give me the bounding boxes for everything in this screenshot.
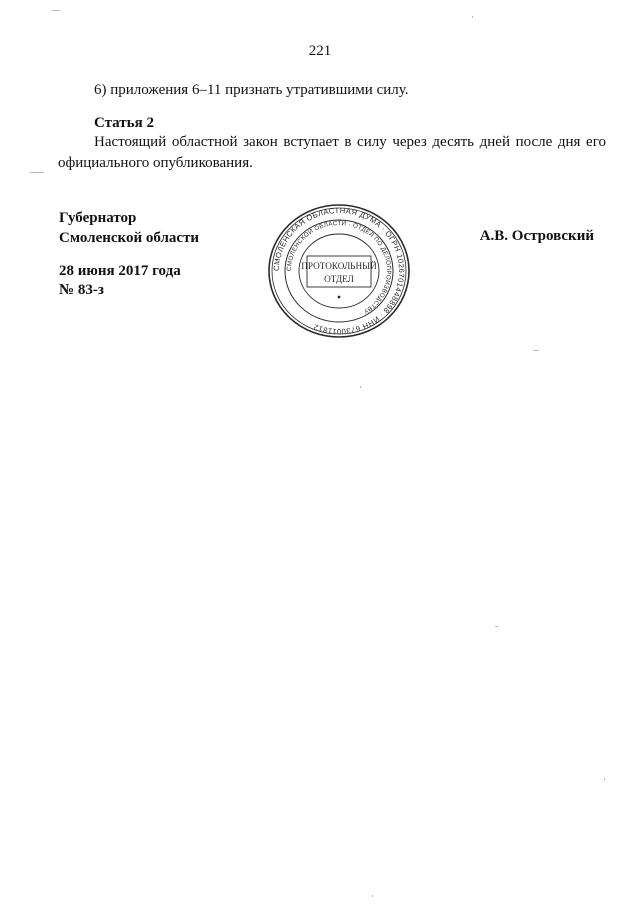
law-date-number <box>59 262 181 300</box>
article-body: Настоящий областной закон вступает в силу через десять дней после дня его официального опубликования. <box>58 134 606 171</box>
official-seal-stamp <box>265 203 413 339</box>
list-item-6: 6) приложения 6–11 признать утратившими силу. <box>94 82 409 98</box>
signatory-name: А.В. Островский <box>479 228 594 244</box>
scan-artifact <box>52 10 60 11</box>
scan-artifact <box>360 386 361 388</box>
scan-artifact <box>604 778 605 780</box>
seal-center-line2: ОТДЕЛ <box>324 274 354 284</box>
scan-artifact <box>495 626 498 627</box>
seal-icon <box>265 203 413 339</box>
scan-artifact <box>30 172 44 173</box>
seal-center-line1: ПРОТОКОЛЬНЫЙ <box>301 261 377 271</box>
seal-outer-text: СМОЛЕНСКАЯ ОБЛАСТНАЯ ДУМА · ОГРН 1026701448898 · ИНН 6730011812 <box>271 205 407 337</box>
page-number: 221 <box>308 43 332 59</box>
article-heading: Статья 2 <box>94 115 154 131</box>
law-number: № 83-з <box>59 282 104 298</box>
scan-artifact <box>372 895 373 897</box>
signatory-title <box>59 208 199 248</box>
scan-artifact <box>472 16 473 18</box>
seal-inner-text: СМОЛЕНСКОЙ ОБЛАСТИ · ОТДЕЛ ПО ДЕЛОПРОИЗВОДСТВУ <box>285 219 393 316</box>
signatory-title-line1: Губернатор <box>59 210 137 226</box>
scan-artifact <box>533 350 539 351</box>
law-date: 28 июня 2017 года <box>59 263 181 279</box>
signatory-title-line2: Смоленской области <box>59 230 200 246</box>
